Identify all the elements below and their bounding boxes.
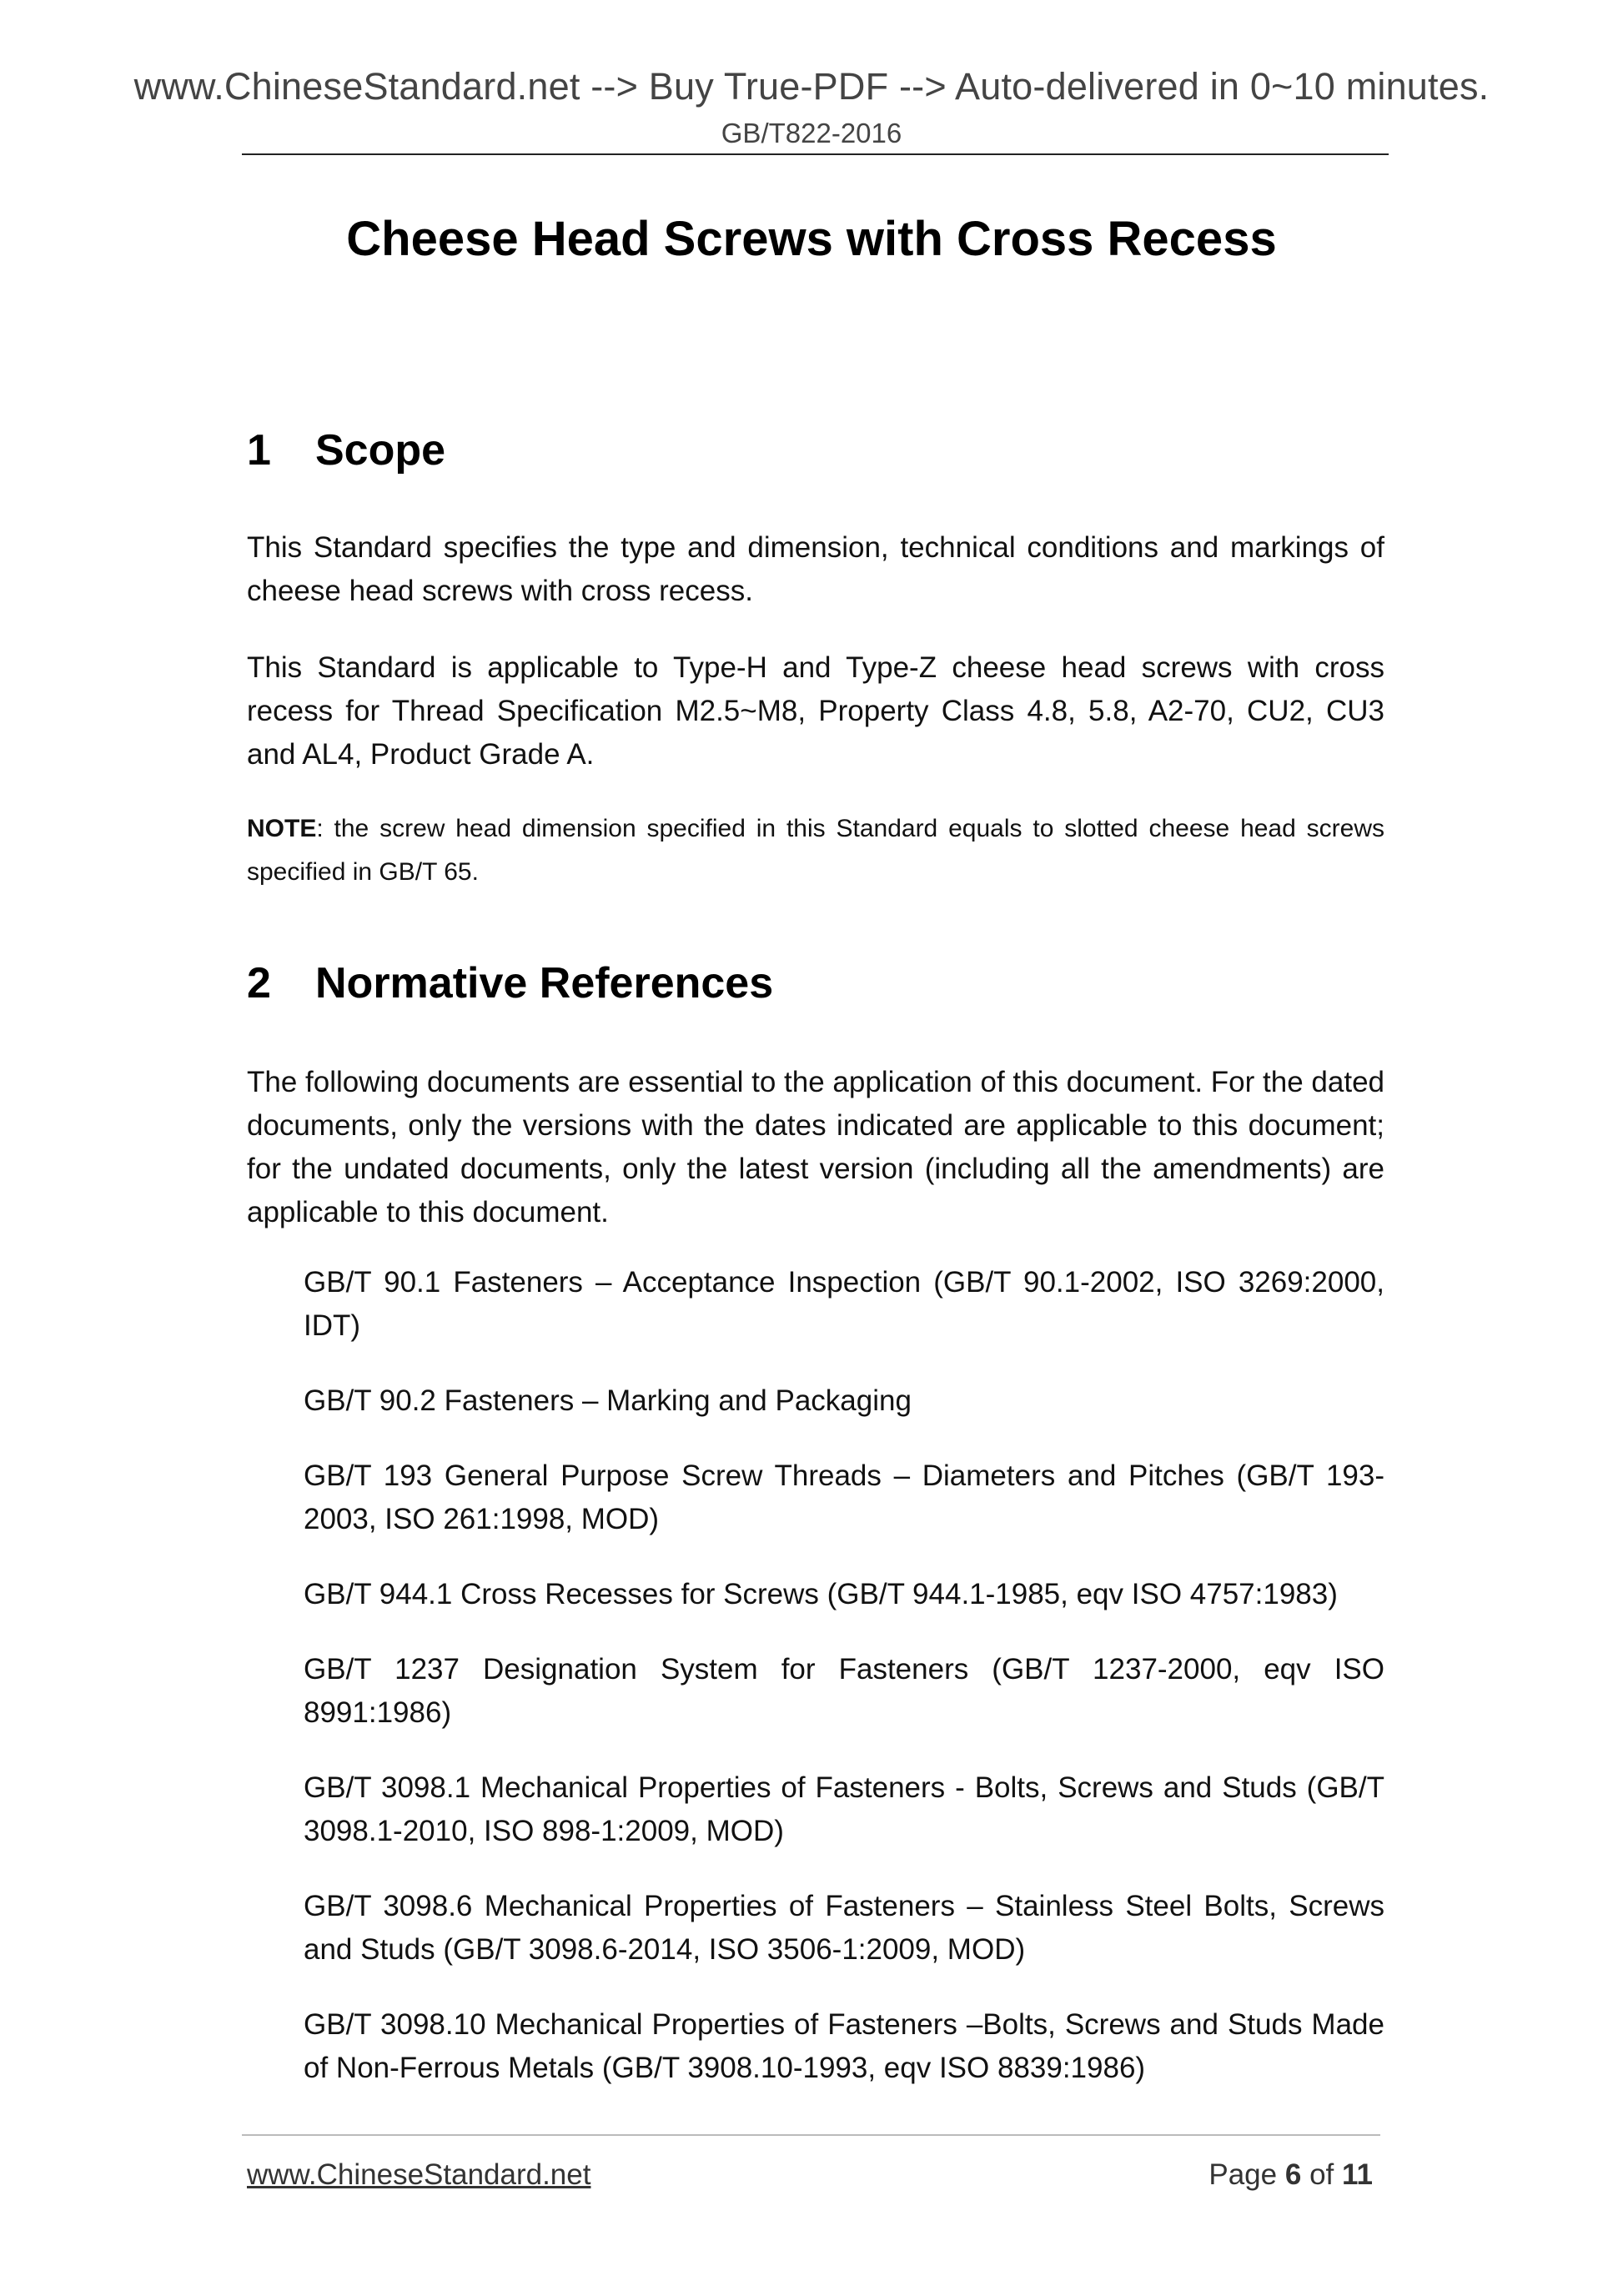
header-divider [242, 153, 1389, 155]
scope-paragraph-1: This Standard specifies the type and dimension, technical conditions and markings of cheese head screws with cross recess. [247, 531, 1384, 607]
reference-item: GB/T 193 General Purpose Screw Threads – Diameters and Pitches (GB/T 193-2003, ISO 261:1998, MOD) [304, 1459, 1384, 1535]
reference-item: GB/T 3098.10 Mechanical Properties of Fasteners –Bolts, Screws and Studs Made of Non-Ferrous Metals (GB/T 3908.10-1993, eqv ISO 8839:1986) [304, 2008, 1384, 2084]
scope-note [247, 807, 1384, 894]
reference-item: GB/T 90.1 Fasteners – Acceptance Inspection (GB/T 90.1-2002, ISO 3269:2000, IDT) [304, 1266, 1384, 1342]
reference-item: GB/T 90.2 Fasteners – Marking and Packaging [304, 1384, 912, 1417]
page-total: 11 [1342, 2158, 1373, 2191]
page-current: 6 [1284, 2158, 1302, 2191]
page-of-label: of [1309, 2158, 1334, 2191]
references-intro: The following documents are essential to the application of this document. For the dated documents, only the versions with the dates indicated are applicable to this document; for the undated documents, only the latest version (including all the amendments) are applicable to this document. [247, 1066, 1384, 1228]
section-title: Scope [315, 426, 446, 475]
note-text: : the screw head dimension specified in this Standard equals to slotted cheese head screws specified in GB/T 65. [247, 815, 1384, 886]
reference-item: GB/T 1237 Designation System for Fasteners (GB/T 1237-2000, eqv ISO 8991:1986) [304, 1653, 1384, 1729]
reference-item: GB/T 3098.6 Mechanical Properties of Fasteners – Stainless Steel Bolts, Screws and Studs (GB/T 3098.6-2014, ISO 3506-1:2009, MOD) [304, 1890, 1384, 1966]
page-label: Page [1208, 2158, 1278, 2191]
note-label: NOTE [247, 815, 317, 842]
section-number: 2 [247, 959, 271, 1007]
page-indicator [1208, 2158, 1373, 2192]
document-title: Cheese Head Screws with Cross Recess [346, 212, 1277, 266]
reference-item: GB/T 944.1 Cross Recesses for Screws (GB/T 944.1-1985, eqv ISO 4757:1983) [304, 1578, 1338, 1610]
reference-item: GB/T 3098.1 Mechanical Properties of Fasteners - Bolts, Screws and Studs (GB/T 3098.1-2010, ISO 898-1:2009, MOD) [304, 1771, 1384, 1847]
reference-list [304, 1261, 1384, 2122]
section-title: Normative References [315, 959, 774, 1007]
header-banner: www.ChineseStandard.net --> Buy True-PDF --> Auto-delivered in 0~10 minutes. [133, 65, 1490, 108]
footer-website-link[interactable]: www.ChineseStandard.net [247, 2158, 591, 2191]
section-number: 1 [247, 426, 271, 475]
section-heading-scope [247, 425, 445, 475]
standard-code: GB/T822-2016 [721, 118, 902, 148]
footer-divider [242, 2134, 1380, 2136]
scope-paragraph-2: This Standard is applicable to Type-H and Type-Z cheese head screws with cross recess for Thread Specification M2.5~M8, Property Class 4.8, 5.8, A2-70, CU2, CU3 and AL4, Product Grade A. [247, 651, 1384, 771]
section-heading-references [247, 958, 773, 1008]
